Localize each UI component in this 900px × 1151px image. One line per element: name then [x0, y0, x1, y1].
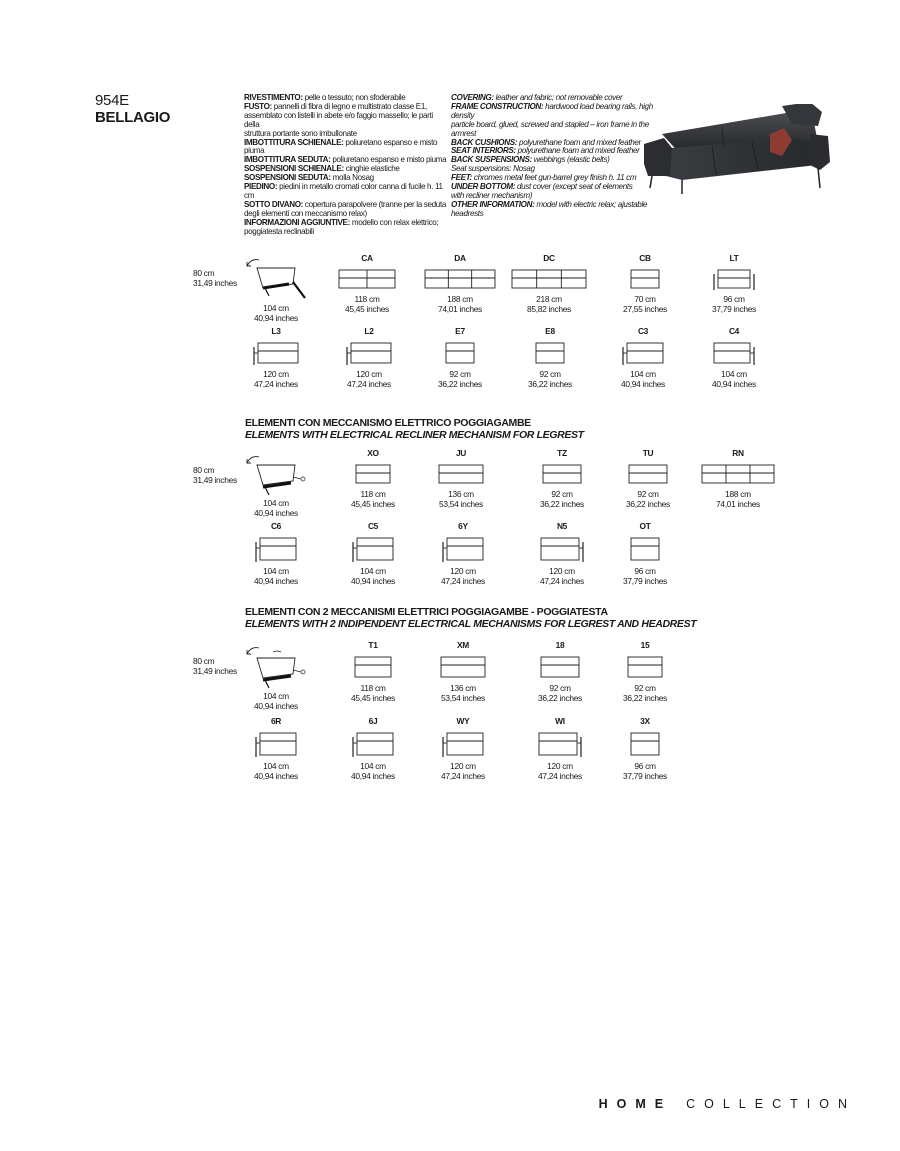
element-code: 6R	[270, 716, 282, 726]
spec-line: particle board, glued, screwed and stapled – iron frame in the armrest	[451, 119, 649, 138]
element-6j	[323, 717, 423, 781]
element-code: N5	[556, 521, 568, 531]
spec-line: SEAT INTERIORS: polyurethane foam and mixed feather	[451, 146, 640, 156]
element-width: 96 cm 37,79 inches	[623, 761, 667, 781]
element-e7	[410, 327, 510, 389]
element-c4	[684, 327, 784, 389]
element-code: L3	[271, 326, 281, 336]
element-plan-icon	[424, 266, 496, 292]
element-width: 92 cm 36,22 inches	[438, 369, 482, 389]
element-plan-icon	[351, 534, 395, 564]
brand-footer	[599, 1097, 856, 1111]
spec-line: IMBOTTITURA SEDUTA: poliuretano espanso e misto piuma	[244, 155, 447, 165]
element-code: E8	[545, 326, 555, 336]
element-ot	[595, 522, 695, 586]
element-plan-icon	[628, 534, 662, 564]
element-l2	[319, 327, 419, 389]
product-code: 954E	[95, 92, 129, 109]
element-width: 96 cm 37,79 inches	[623, 566, 667, 586]
element-width: 120 cm 47,24 inches	[441, 761, 485, 781]
element-width: 104 cm 40,94 inches	[712, 369, 756, 389]
element-code: LT	[729, 253, 739, 263]
element-t1	[323, 641, 423, 703]
element-plan-icon	[353, 461, 393, 487]
element-code: C3	[637, 326, 649, 336]
spec-line: struttura portante sono imbullonate	[244, 128, 357, 138]
spec-line: FEET: chromes metal feet gun-barrel grey finish h. 11 cm	[451, 173, 637, 183]
side-profile-standard: 104 cm 40,94 inches	[243, 252, 309, 302]
element-tz	[512, 449, 612, 509]
spec-line: PIEDINO: piedini in metallo cromati color canna di fucile h. 11 cm	[244, 182, 443, 200]
element-plan-icon	[511, 266, 587, 292]
element-width: 118 cm 45,45 inches	[351, 489, 395, 509]
element-plan-icon	[254, 729, 298, 759]
element-da	[410, 254, 510, 314]
element-width: 120 cm 47,24 inches	[254, 369, 298, 389]
element-code: 6J	[368, 716, 378, 726]
element-code: RN	[732, 448, 744, 458]
element-width: 120 cm 47,24 inches	[538, 761, 582, 781]
element-plan-icon	[352, 653, 394, 681]
element-plan-icon	[351, 729, 395, 759]
element-code: C6	[270, 521, 282, 531]
element-code: WI	[555, 716, 565, 726]
element-code: 6Y	[458, 521, 468, 531]
element-plan-icon	[436, 461, 486, 487]
spec-line: degli elementi con meccanismo relax)	[244, 208, 367, 218]
footer-home: HOME	[598, 1097, 673, 1111]
element-l3	[226, 327, 326, 389]
element-code: WY	[456, 716, 470, 726]
element-plan-icon	[538, 653, 582, 681]
element-width: 218 cm 85,82 inches	[527, 294, 571, 314]
element-plan-icon	[628, 266, 662, 292]
side-profile-legrest: 104 cm 40,94 inches	[243, 449, 309, 499]
spec-line: SOSPENSIONI SEDUTA: molla Nosag	[244, 173, 374, 183]
section-title-legrest: ELEMENTI CON MECCANISMO ELETTRICO POGGIAGAMBE ELEMENTS WITH ELECTRICAL RECLINER MECHANISM FOR LEGREST	[245, 417, 584, 441]
element-width: 118 cm 45,45 inches	[345, 294, 389, 314]
element-plan-icon	[338, 266, 396, 292]
footer-collection: COLLECTION	[686, 1097, 856, 1111]
element-c6	[226, 522, 326, 586]
element-e8	[500, 327, 600, 389]
element-code: DA	[454, 253, 466, 263]
element-plan-icon	[701, 461, 775, 487]
element-width: 136 cm 53,54 inches	[439, 489, 483, 509]
element-c3	[593, 327, 693, 389]
element-xo	[323, 449, 423, 509]
height-label: 80 cm 31,49 inches	[193, 268, 237, 288]
element-c5	[323, 522, 423, 586]
element-plan-icon	[628, 729, 662, 759]
element-code: C5	[367, 521, 379, 531]
spec-english	[451, 94, 671, 219]
element-width: 92 cm 36,22 inches	[540, 489, 584, 509]
element-code: XO	[367, 448, 379, 458]
element-6y	[413, 522, 513, 586]
spec-line: SOTTO DIVANO: copertura parapolvere (tranne per la seduta	[244, 199, 446, 209]
product-name: BELLAGIO	[95, 109, 171, 126]
height-label: 80 cm 31,49 inches	[193, 656, 237, 676]
element-plan-icon	[345, 339, 393, 367]
element-dc	[499, 254, 599, 314]
element-code: 3X	[640, 716, 650, 726]
element-width: 118 cm 45,45 inches	[351, 683, 395, 703]
element-width: 120 cm 47,24 inches	[347, 369, 391, 389]
element-15	[595, 641, 695, 703]
element-tu	[598, 449, 698, 509]
element-width: 104 cm 40,94 inches	[351, 761, 395, 781]
spec-line: BACK SUSPENSIONS: webbings (elastic belts)	[451, 155, 610, 165]
element-xm	[413, 641, 513, 703]
element-width: 92 cm 36,22 inches	[528, 369, 572, 389]
spec-line: FUSTO: pannelli di fibra di legno e multistrato classe E1,	[244, 101, 427, 111]
element-plan-icon	[625, 653, 665, 681]
element-code: XM	[457, 640, 469, 650]
element-width: 92 cm 36,22 inches	[538, 683, 582, 703]
element-width: 92 cm 36,22 inches	[626, 489, 670, 509]
element-plan-icon	[537, 729, 583, 759]
element-code: TZ	[557, 448, 567, 458]
side-profile-legrest-headrest: 104 cm 40,94 inches	[243, 642, 309, 692]
element-ju	[411, 449, 511, 509]
element-width: 120 cm 47,24 inches	[441, 566, 485, 586]
element-code: OT	[639, 521, 651, 531]
spec-line: assemblato con listelli in abete e/o faggio massello; le parti della	[244, 110, 433, 129]
element-width: 104 cm 40,94 inches	[254, 761, 298, 781]
element-lt	[684, 254, 784, 314]
element-width: 70 cm 27,55 inches	[623, 294, 667, 314]
section-title-legrest-headrest: ELEMENTI CON 2 MECCANISMI ELETTRICI POGGIAGAMBE - POGGIATESTA ELEMENTS WITH 2 INDIPENDENT ELECTRICAL MECHANISMS FOR LEGREST AND HEADREST	[245, 606, 697, 630]
spec-line: RIVESTIMENTO: pelle o tessuto; non sfoderabile	[244, 93, 406, 102]
element-code: 18	[555, 640, 565, 650]
element-plan-icon	[252, 339, 300, 367]
element-plan-icon	[533, 339, 567, 367]
spec-line: COVERING: leather and fabric; not removable cover	[451, 93, 623, 102]
element-code: CA	[361, 253, 373, 263]
element-width: 136 cm 53,54 inches	[441, 683, 485, 703]
element-code: CB	[639, 253, 651, 263]
element-width: 188 cm 74,01 inches	[438, 294, 482, 314]
element-plan-icon	[254, 534, 298, 564]
element-code: TU	[642, 448, 654, 458]
element-plan-icon	[540, 461, 584, 487]
spec-line: poggiatesta reclinabili	[244, 226, 314, 236]
spec-line: UNDER BOTTOM: dust cover (except seat of elements	[451, 182, 633, 192]
element-code: L2	[364, 326, 374, 336]
spec-line: SOSPENSIONI SCHIENALE: cinghie elastiche	[244, 164, 400, 174]
element-plan-icon	[438, 653, 488, 681]
element-code: C4	[728, 326, 740, 336]
element-width: 120 cm 47,24 inches	[540, 566, 584, 586]
element-plan-icon	[441, 729, 485, 759]
element-code: E7	[455, 326, 465, 336]
element-width: 188 cm 74,01 inches	[716, 489, 760, 509]
element-plan-icon	[443, 339, 477, 367]
spec-line: with recliner mechanism)	[451, 190, 533, 200]
element-3x	[595, 717, 695, 781]
element-plan-icon	[539, 534, 585, 564]
element-plan-icon	[621, 339, 665, 367]
element-code: DC	[543, 253, 555, 263]
sofa-photo	[642, 104, 830, 196]
element-width: 104 cm 40,94 inches	[254, 566, 298, 586]
element-wy	[413, 717, 513, 781]
element-plan-icon	[712, 339, 756, 367]
spec-line: BACK CUSHIONS: polyurethane foam and mixed feather	[451, 137, 641, 147]
spec-line: INFORMAZIONI AGGIUNTIVE: modello con relax elettrico;	[244, 217, 439, 227]
element-ca	[317, 254, 417, 314]
element-plan-icon	[626, 461, 670, 487]
element-width: 104 cm 40,94 inches	[351, 566, 395, 586]
height-label: 80 cm 31,49 inches	[193, 465, 237, 485]
element-plan-icon	[712, 266, 756, 292]
element-code: JU	[455, 448, 467, 458]
spec-line: headrests	[451, 208, 484, 218]
element-6r	[226, 717, 326, 781]
spec-line: Seat suspensions: Nosag	[451, 164, 535, 174]
element-width: 96 cm 37,79 inches	[712, 294, 756, 314]
spec-line: OTHER INFORMATION: model with electric relax; ajustable	[451, 199, 648, 209]
element-code: 15	[640, 640, 650, 650]
element-plan-icon	[441, 534, 485, 564]
element-width: 104 cm 40,94 inches	[621, 369, 665, 389]
element-width: 92 cm 36,22 inches	[623, 683, 667, 703]
spec-line: FRAME CONSTRUCTION: hardwood load bearing rails, high density	[451, 101, 653, 120]
spec-line: IMBOTTITURA SCHIENALE: poliuretano espanso e misto piuma	[244, 137, 438, 156]
element-cb	[595, 254, 695, 314]
element-code: T1	[368, 640, 378, 650]
spec-italian	[244, 94, 449, 237]
element-rn	[688, 449, 788, 509]
